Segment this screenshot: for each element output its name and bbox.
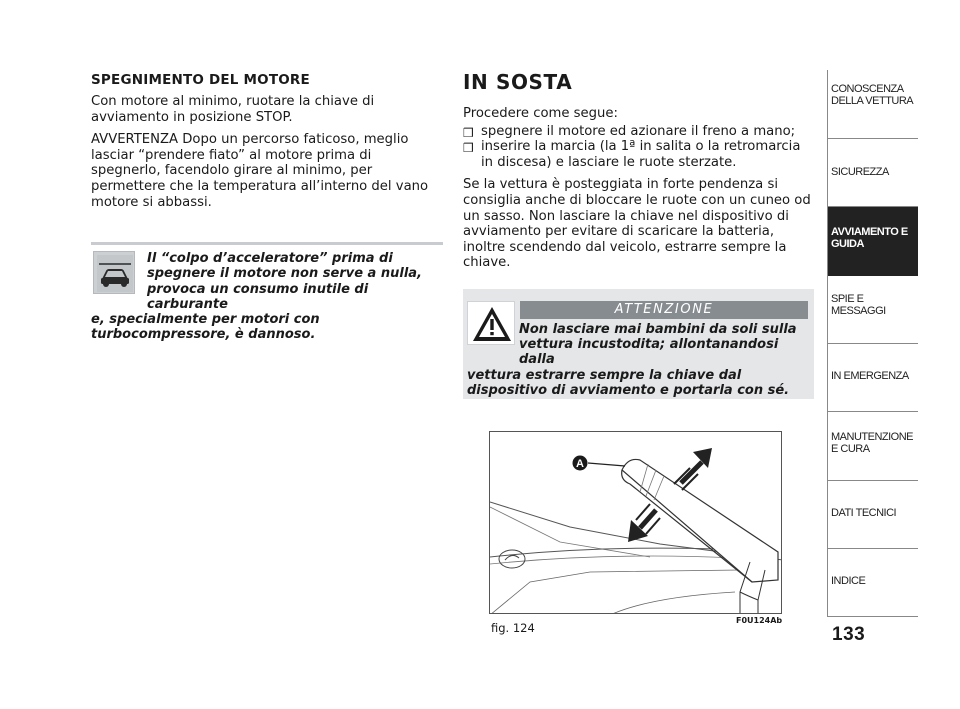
- tab-manutenzione[interactable]: MANUTENZIONE E CURA: [828, 412, 918, 481]
- parking-intro: Procedere come segue:: [463, 106, 618, 121]
- parking-paragraph: Se la vettura è posteggiata in forte pendenza si consiglia anche di bloccare le ruote con un cuneo od un sasso. Non lasciare la chiave nel dispositivo di avviamento per evitare di scaricare la batteria, inoltre scendendo dal veicolo, estrarre sempre la chiave.: [463, 177, 811, 271]
- checkbox-bullet-icon: ❒: [463, 125, 474, 140]
- callout-a: A: [576, 458, 584, 470]
- parking-steps: [463, 124, 813, 171]
- notice-text: [91, 251, 443, 343]
- section-heading-engine-off: SPEGNIMENTO DEL MOTORE: [91, 72, 310, 88]
- notice-text-first: Il “colpo d’acceleratore” prima di spegnere il motore non serve a nulla, provoca un consumo inutile di carburante: [147, 251, 422, 312]
- figure-code: F0U124Ab: [736, 616, 783, 625]
- page-number: 133: [832, 624, 866, 645]
- tab-dati-tecnici[interactable]: DATI TECNICI: [828, 481, 918, 549]
- tab-conoscenza[interactable]: CONOSCENZA DELLA VETTURA: [828, 70, 918, 139]
- tab-emergenza[interactable]: IN EMERGENZA: [828, 344, 918, 412]
- right-column: [463, 70, 813, 278]
- paragraph-engine-off: Con motore al minimo, ruotare la chiave di avviamento in posizione STOP.: [91, 94, 375, 125]
- arrow-down-icon: [628, 504, 660, 542]
- warning-text: [467, 322, 809, 398]
- tab-avviamento[interactable]: AVVIAMENTO E GUIDA: [828, 207, 918, 276]
- section-title-parking: IN SOSTA: [463, 70, 573, 94]
- left-column: [91, 72, 443, 217]
- figure-caption: fig. 124: [491, 621, 535, 635]
- list-item: ❒ inserire la marcia (la 1ª in salita o la retromarcia in discesa) e lasciare le ruote sterzate.: [463, 139, 801, 170]
- notice-divider: [91, 242, 443, 245]
- paragraph-warning-note: AVVERTENZA Dopo un percorso faticoso, meglio lasciar “prendere fiato” al motore prima di spegnerlo, facendolo girare al minimo, per permettere che la temperatura all’interno del vano motore si abbassi.: [91, 132, 429, 210]
- notice-text-rest: e, specialmente per motori con turbocompressore, è dannoso.: [91, 312, 320, 343]
- checkbox-bullet-icon: ❒: [463, 141, 474, 156]
- tab-sicurezza[interactable]: SICUREZZA: [828, 139, 918, 207]
- tab-indice[interactable]: INDICE: [828, 549, 918, 617]
- handbrake-figure: [489, 431, 782, 614]
- arrow-up-icon: [674, 448, 712, 490]
- tab-spie[interactable]: SPIE E MESSAGGI: [828, 276, 918, 344]
- warning-title: ATTENZIONE: [520, 301, 808, 319]
- warning-text-rest: vettura estrarre sempre la chiave dal dispositivo di avviamento e portarla con sé.: [467, 367, 790, 398]
- warning-text-first: Non lasciare mai bambini da soli sulla vettura incustodita; allontanandosi dalla: [519, 322, 797, 368]
- list-item: ❒ spegnere il motore ed azionare il freno a mano;: [463, 123, 796, 140]
